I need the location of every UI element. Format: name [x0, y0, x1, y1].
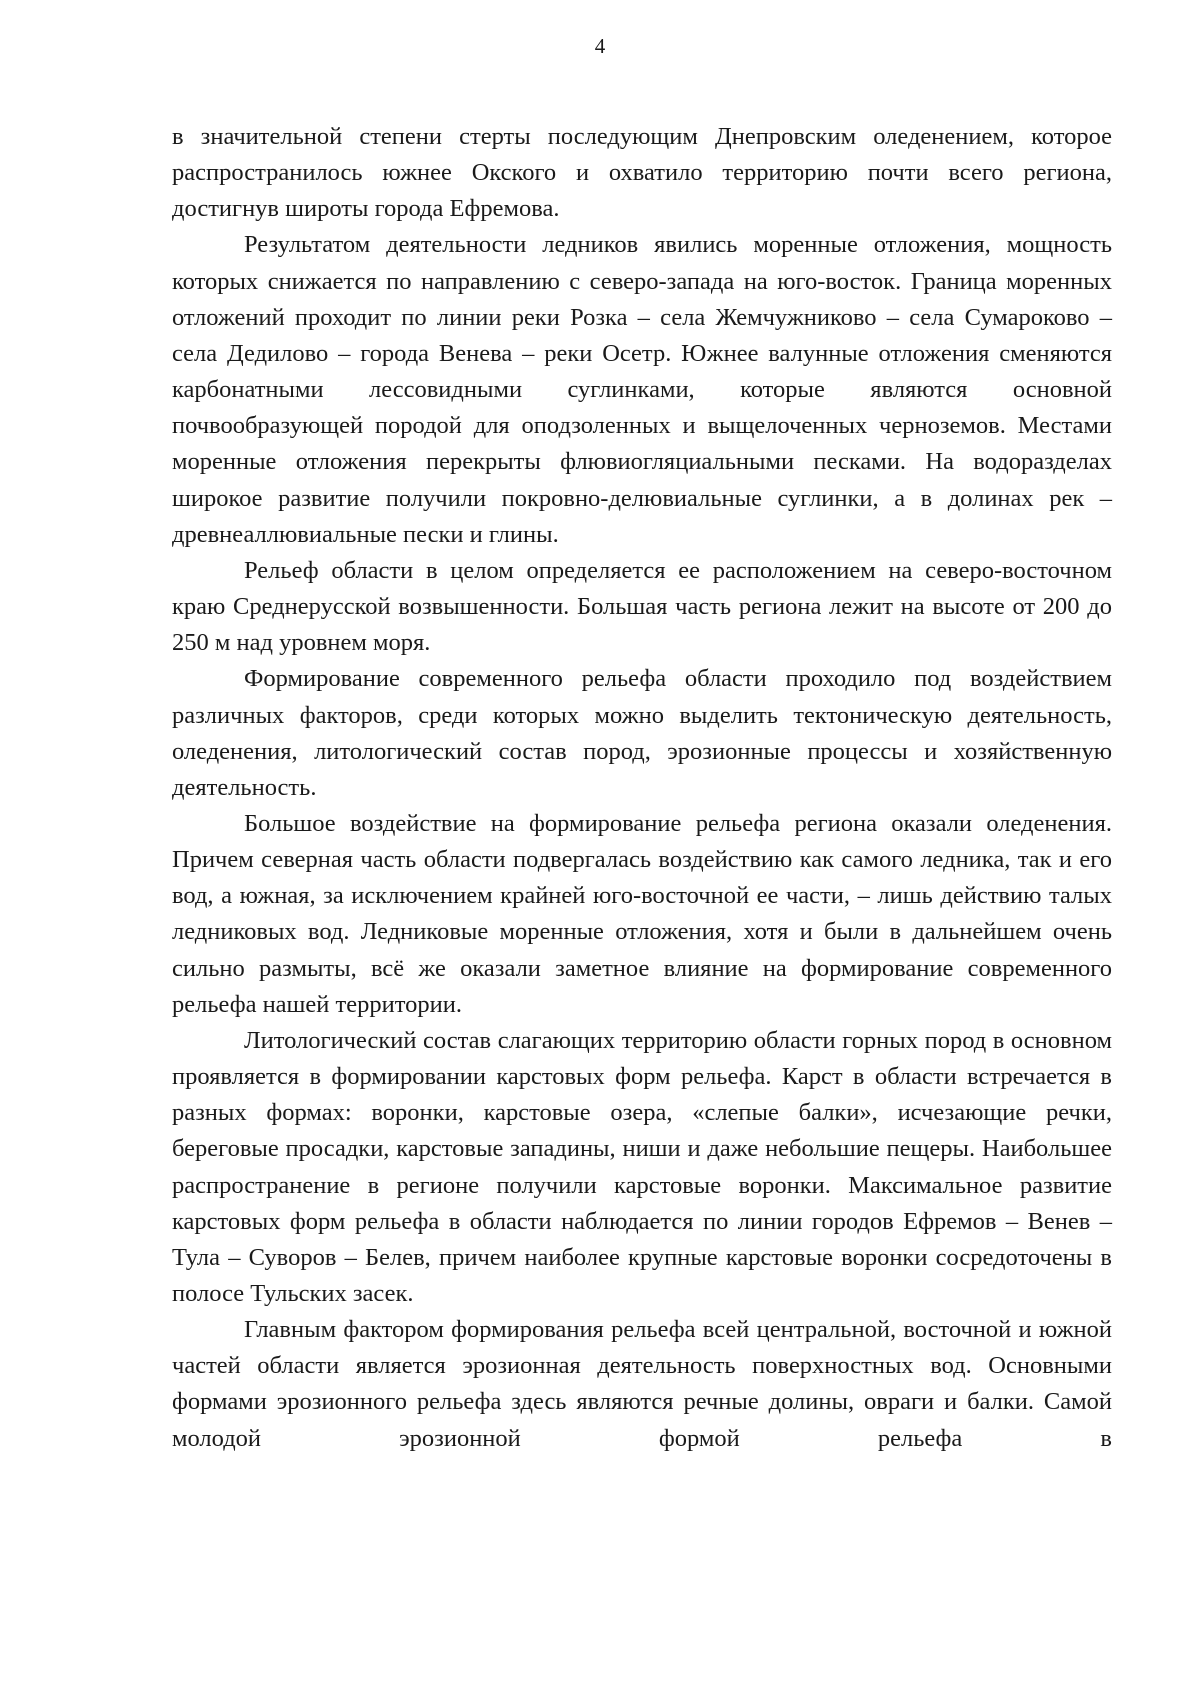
page-number: 4 [594, 34, 606, 58]
paragraph-continuation: в значительной степени стерты последующим Днепровским оледенением, которое распространилось южнее Окского и охватило территорию почти всего региона, достигнув широты города Ефремова. [172, 123, 1112, 223]
document-body [172, 119, 1112, 1457]
paragraph-relief-overview: Рельеф области в целом определяется ее расположением на северо-восточном краю Среднерусской возвышенности. Большая часть региона лежит на высоте от 200 до 250 м над уровнем моря. [172, 556, 1112, 657]
paragraph-erosion: Главным фактором формирования рельефа всей центральной, восточной и южной частей области является эрозионная деятельность поверхностных вод. Основными формами эрозионного рельефа здесь являются речные долины, овраги и балки. Самой молодой эрозионной формой рельефа в [172, 1316, 1112, 1452]
paragraph-moraine-deposits: Результатом деятельности ледников явились моренные отложения, мощность которых снижается по направлению с северо-запада на юго-восток. Граница моренных отложений проходит по линии реки Розка – села Жемчужниково – села Сумароково – села Дедилово – города Венева – реки Осетр. Южнее валунные отложения сменяются карбонатными лессовидными суглинками, которые являются основной почвообразующей породой для оподзоленных и выщелоченных черноземов. Местами моренные отложения перекрыты флювиогляциальными песками. На водоразделах широкое развитие получили покровно-делювиальные суглинки, а в долинах рек – древнеаллювиальные пески и глины. [172, 231, 1112, 548]
paragraph-karst-forms: Литологический состав слагающих территорию области горных пород в основном проявляется в формировании карстовых форм рельефа. Карст в области встречается в разных формах: воронки, карстовые озера, «слепые балки», исчезающие речки, береговые просадки, карстовые западины, ниши и даже небольшие пещеры. Наибольшее распространение в регионе получили карстовые воронки. Максимальное развитие карстовых форм рельефа в области наблюдается по линии городов Ефремов – Венев – Тула – Суворов – Белев, причем наиболее крупные карстовые воронки сосредоточены в полосе Тульских засек. [172, 1026, 1112, 1307]
paragraph-relief-factors: Формирование современного рельефа области проходило под воздействием различных факторов, среди которых можно выделить тектоническую деятельность, оледенения, литологический состав пород, эрозионные процессы и хозяйственную деятельность. [172, 665, 1112, 801]
paragraph-glaciation-influence: Большое воздействие на формирование рельефа региона оказали оледенения. Причем северная часть области подвергалась воздействию как самого ледника, так и его вод, а южная, за исключением крайней юго-восточной ее части, – лишь действию талых ледниковых вод. Ледниковые моренные отложения, хотя и были в дальнейшем очень сильно размыты, всё же оказали заметное влияние на формирование современного рельефа нашей территории. [172, 809, 1112, 1018]
